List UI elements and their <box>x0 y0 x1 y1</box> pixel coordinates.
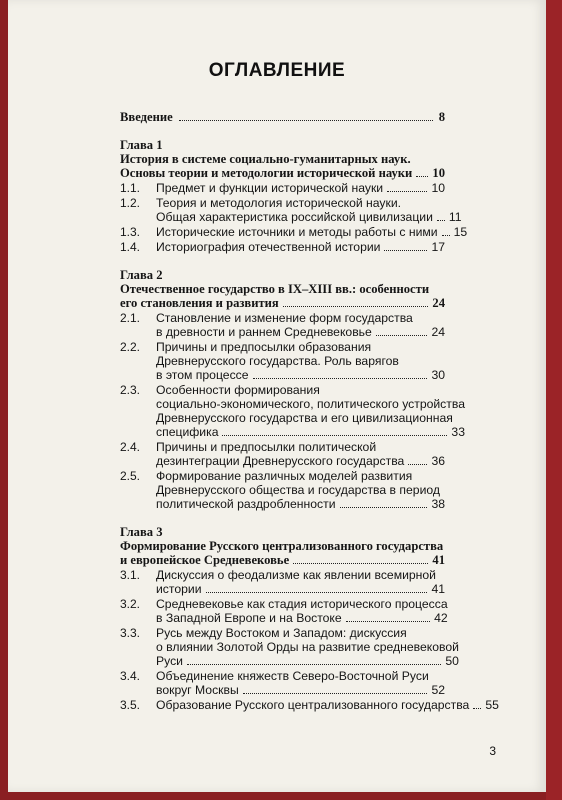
toc-line-text: Древнерусского государства. Роль варягов <box>156 354 399 368</box>
toc-line-text: Общая характеристика российской цивилизации <box>156 210 433 224</box>
dot-leader <box>387 182 427 192</box>
section-title <box>156 568 445 596</box>
section-title <box>156 669 445 697</box>
section-entry <box>120 181 445 195</box>
dot-leader <box>408 455 427 465</box>
page-number: 17 <box>431 240 445 254</box>
toc-line <box>120 282 445 296</box>
page-number: 24 <box>431 325 445 339</box>
section-entry <box>120 698 499 712</box>
table-of-contents <box>120 106 499 712</box>
page-title: ОГЛАВЛЕНИЕ <box>208 60 346 81</box>
section-number: 3.5. <box>120 698 141 712</box>
chapter-title <box>120 152 445 180</box>
toc-line-text: Средневековье как стадия исторического процесса <box>156 597 448 611</box>
page-number: 55 <box>485 698 499 712</box>
dot-leader <box>384 241 427 251</box>
toc-line <box>156 568 445 582</box>
toc-line <box>156 454 445 468</box>
toc-line-text: Историография отечественной истории <box>156 240 381 254</box>
dot-leader <box>376 326 428 336</box>
toc-line-text: в этом процессе <box>156 368 249 382</box>
dot-leader <box>346 612 430 622</box>
section-number: 2.4. <box>120 440 141 454</box>
section-number: 2.5. <box>120 469 141 483</box>
toc-line <box>156 397 465 411</box>
section-number: 1.2. <box>120 196 141 210</box>
dot-leader <box>222 426 447 436</box>
toc-line-text: Образование Русского централизованного государства <box>156 698 470 712</box>
toc-line-text: История в системе социально-гуманитарных наук. <box>120 152 411 166</box>
toc-line <box>120 539 445 553</box>
section-entry <box>120 440 445 468</box>
page-number: 41 <box>431 582 445 596</box>
toc-line <box>156 311 445 325</box>
section-title <box>156 469 445 511</box>
section-entry <box>120 196 462 224</box>
toc-line <box>156 240 445 254</box>
toc-line-text: Дискуссия о феодализме как явлении всемирной <box>156 568 436 582</box>
section-number: 1.1. <box>120 181 141 195</box>
toc-line <box>120 296 445 310</box>
dot-leader <box>442 226 450 236</box>
page-number: 10 <box>431 181 445 195</box>
section-entry <box>120 669 445 697</box>
toc-line <box>120 166 445 180</box>
toc-line-text: вокруг Москвы <box>156 683 239 697</box>
section-number: 1.4. <box>120 240 141 254</box>
toc-line <box>156 340 445 354</box>
section-number: 3.2. <box>120 597 141 611</box>
toc-line <box>156 582 445 596</box>
toc-line-text: и европейское Средневековье <box>120 553 290 567</box>
toc-line-text: Причины и предпосылки образования <box>156 340 372 354</box>
dot-leader <box>187 655 441 665</box>
section-title <box>156 698 499 712</box>
toc-line <box>156 225 467 239</box>
toc-line <box>156 654 459 668</box>
intro-page: 8 <box>438 110 445 124</box>
section-entry <box>120 240 445 254</box>
section-number: 2.2. <box>120 340 141 354</box>
section-number: 3.4. <box>120 669 141 683</box>
toc-line <box>156 640 459 654</box>
toc-line <box>156 325 445 339</box>
toc-line-text: Становление и изменение форм государства <box>156 311 413 325</box>
section-entry <box>120 383 465 439</box>
section-number: 2.3. <box>120 383 141 397</box>
dot-leader <box>437 211 445 221</box>
toc-line-text: специфика <box>156 425 219 439</box>
toc-line-text: Древнерусского государства и его цивилизационная <box>156 411 453 425</box>
chapter-label: Глава 2 <box>120 268 163 282</box>
section-title <box>156 440 445 468</box>
toc-line <box>156 611 448 625</box>
section-entry <box>120 311 445 339</box>
page-number: 42 <box>434 611 448 625</box>
toc-line-text: социально-экономического, политического устройства <box>156 397 465 411</box>
toc-line <box>156 383 465 397</box>
page-number: 52 <box>431 683 445 697</box>
toc-line-text: в древности и раннем Средневековье <box>156 325 372 339</box>
toc-line <box>156 597 448 611</box>
section-title <box>156 225 467 239</box>
toc-line-text: Формирование различных моделей развития <box>156 469 413 483</box>
footer-page-number: 3 <box>489 744 496 758</box>
page-number: 33 <box>451 425 465 439</box>
section-number: 2.1. <box>120 311 141 325</box>
intro-title: Введение <box>120 110 173 124</box>
page-number: 36 <box>431 454 445 468</box>
section-title <box>156 181 445 195</box>
page-number: 24 <box>432 296 445 310</box>
toc-line <box>156 497 445 511</box>
toc-line <box>156 626 459 640</box>
section-entry <box>120 340 445 382</box>
chapter-title <box>120 282 445 310</box>
page-number: 30 <box>431 368 445 382</box>
page-number: 10 <box>432 166 445 180</box>
section-title <box>156 240 445 254</box>
toc-line-text: Объединение княжеств Северо-Восточной Руси <box>156 669 429 683</box>
section-title <box>156 597 448 625</box>
dot-leader <box>473 699 481 709</box>
dot-leader <box>283 297 429 307</box>
toc-line-text: дезинтеграции Древнерусского государства <box>156 454 405 468</box>
section-title <box>156 196 462 224</box>
toc-line <box>156 683 445 697</box>
toc-line-text: его становления и развития <box>120 296 279 310</box>
section-entry <box>120 469 445 511</box>
section-entry <box>120 568 445 596</box>
toc-line <box>156 411 465 425</box>
toc-line <box>156 210 462 224</box>
toc-line-text: истории <box>156 582 202 596</box>
toc-line-text: Исторические источники и методы работы с ними <box>156 225 438 239</box>
toc-line <box>156 425 465 439</box>
section-entry <box>120 225 468 239</box>
page-number: 50 <box>445 654 459 668</box>
section-title <box>156 626 459 668</box>
section-number: 3.3. <box>120 626 141 640</box>
book-cover-edge <box>546 0 562 800</box>
toc-line <box>156 181 445 195</box>
toc-line-text: в Западной Европе и на Востоке <box>156 611 342 625</box>
toc-line <box>156 483 445 497</box>
toc-line <box>156 698 499 712</box>
toc-line-text: Формирование Русского централизованного государства <box>120 539 444 553</box>
section-number: 3.1. <box>120 568 141 582</box>
intro-entry <box>120 110 445 124</box>
toc-line <box>156 354 445 368</box>
section-entry <box>120 597 448 625</box>
book-page <box>8 0 546 792</box>
toc-line-text: Теория и методология исторической науки. <box>156 196 402 210</box>
dot-leader <box>293 554 428 564</box>
page-number: 15 <box>453 225 468 239</box>
toc-line <box>156 196 462 210</box>
toc-line-text: Отечественное государство в IX–XIII вв.: особенности <box>120 282 430 296</box>
page-number: 41 <box>432 553 445 567</box>
toc-line <box>120 152 445 166</box>
chapter-label: Глава 3 <box>120 525 163 539</box>
dot-leader <box>416 167 428 177</box>
toc-line-text: Основы теории и методологии исторической науки <box>120 166 413 180</box>
toc-line-text: о влиянии Золотой Орды на развитие средневековой <box>156 640 459 654</box>
toc-line-text: Древнерусского общества и государства в период <box>156 483 440 497</box>
toc-line-text: Причины и предпосылки политической <box>156 440 377 454</box>
chapter-title <box>120 539 445 567</box>
toc-line-text: политической раздробленности <box>156 497 336 511</box>
section-number: 1.3. <box>120 225 141 239</box>
toc-line-text: Руси <box>156 654 183 668</box>
toc-line-text: Особенности формирования <box>156 383 320 397</box>
toc-line <box>156 440 445 454</box>
dot-leader <box>340 498 428 508</box>
toc-line <box>156 368 445 382</box>
page-number: 11 <box>448 210 462 224</box>
section-title <box>156 311 445 339</box>
section-title <box>156 383 465 439</box>
dot-leader <box>179 111 433 121</box>
toc-line-text: Русь между Востоком и Западом: дискуссия <box>156 626 407 640</box>
section-title <box>156 340 445 382</box>
chapter-label: Глава 1 <box>120 138 163 152</box>
page-number: 38 <box>431 497 445 511</box>
dot-leader <box>253 369 428 379</box>
toc-line-text: Предмет и функции исторической науки <box>156 181 384 195</box>
toc-line <box>156 669 445 683</box>
dot-leader <box>206 583 428 593</box>
toc-line <box>156 469 445 483</box>
dot-leader <box>243 684 428 694</box>
section-entry <box>120 626 459 668</box>
toc-line <box>120 553 445 567</box>
